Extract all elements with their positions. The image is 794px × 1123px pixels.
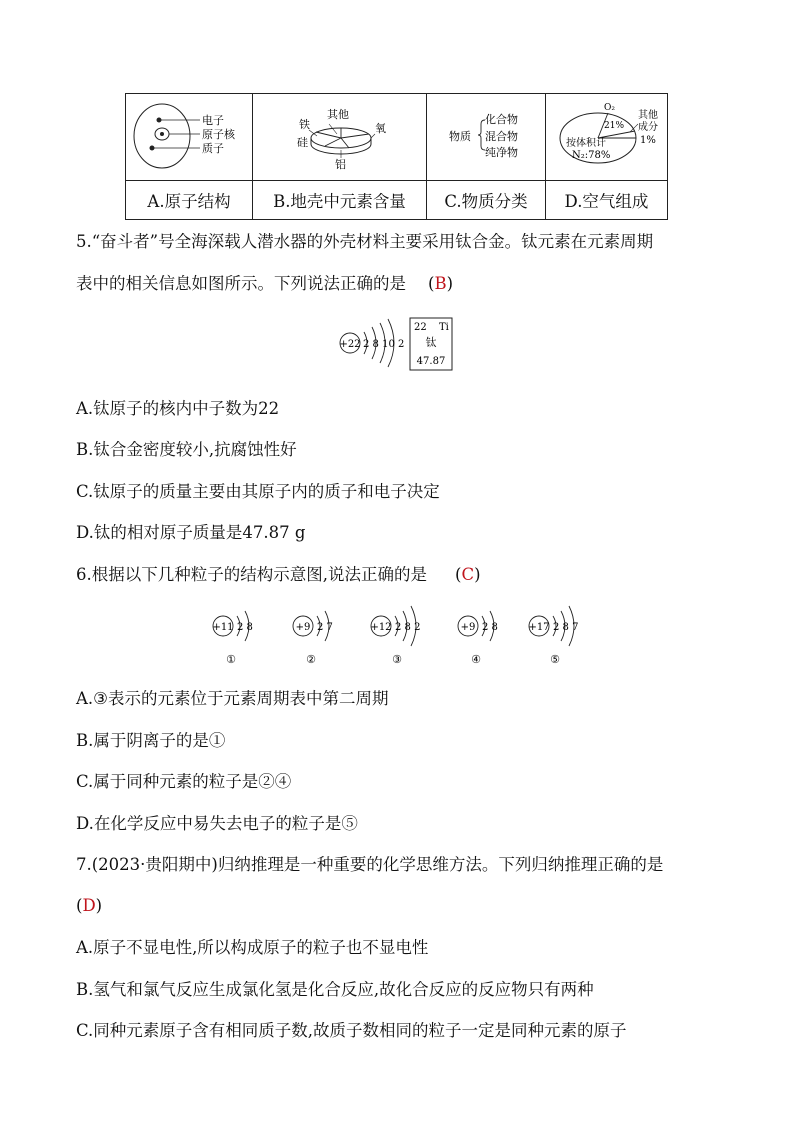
svg-text:+9: +9 [295, 622, 311, 633]
particle-1 [212, 611, 252, 666]
classification-item-pure: 纯净物 [485, 146, 518, 159]
particle-diagrams [205, 600, 595, 670]
crust-label-aluminum: 铝 [335, 158, 346, 171]
option-caption-a: A.原子结构 [126, 181, 253, 220]
q7-answer: (D) [76, 896, 103, 915]
q7-option-b: B.氢气和氯气反应生成氯化氢是化合反应,故化合反应的反应物只有两种 [76, 980, 594, 999]
q7-stem: 7.(2023·贵阳期中)归纳推理是一种重要的化学思维方法。下列归纳推理正确的是 [76, 855, 664, 874]
particle-4 [458, 611, 498, 666]
ti-name: 钛 [425, 336, 437, 349]
ti-symbol: Ti [439, 322, 449, 333]
svg-text:+12: +12 [370, 622, 392, 633]
svg-text:+9: +9 [460, 622, 476, 633]
crust-label-iron: 铁 [299, 118, 310, 131]
ti-nucleus: +22 [339, 339, 361, 350]
air-label-1: 1% [640, 135, 656, 146]
svg-text:④: ④ [471, 653, 481, 666]
svg-text:⑤: ⑤ [550, 653, 560, 666]
q6-option-c: C.属于同种元素的粒子是②④ [76, 772, 292, 791]
air-label-o2: O₂ [604, 103, 615, 113]
option-caption-c: C.物质分类 [427, 181, 546, 220]
q5-option-b: B.钛合金密度较小,抗腐蚀性好 [76, 440, 297, 459]
crust-label-oxygen: 氧 [375, 122, 386, 135]
svg-text:+17: +17 [528, 622, 550, 633]
air-composition-figure [546, 94, 668, 181]
q5-stem-text: 表中的相关信息如图所示。下列说法正确的是 [76, 274, 406, 293]
classification-figure [427, 94, 546, 181]
air-label-component: 成分 [638, 122, 658, 133]
svg-text:①: ① [226, 653, 236, 666]
svg-text:+11: +11 [212, 622, 234, 633]
atom-structure-figure [126, 94, 253, 181]
svg-text:2 8: 2 8 [482, 622, 498, 633]
ti-shells: 2 8 10 2 [363, 339, 405, 350]
q7-option-c: C.同种元素原子含有相同质子数,故质子数相同的粒子一定是同种元素的原子 [76, 1021, 627, 1040]
crust-elements-figure [253, 94, 427, 181]
option-caption-b: B.地壳中元素含量 [253, 181, 427, 220]
svg-text:②: ② [306, 653, 316, 666]
ti-mass: 47.87 [416, 356, 446, 367]
q7-option-a: A.原子不显电性,所以构成原子的粒子也不显电性 [76, 938, 429, 957]
q6-stem [76, 563, 481, 587]
air-label-by-volume: 按体积计 [566, 138, 606, 149]
svg-text:2 8: 2 8 [237, 622, 253, 633]
q6-option-b: B.属于阴离子的是① [76, 731, 226, 750]
svg-text:2 8 7: 2 8 7 [553, 622, 579, 633]
atom-label-proton: 质子 [202, 142, 224, 155]
option-caption-d: D.空气组成 [546, 181, 668, 220]
q5-option-a: A.钛原子的核内中子数为22 [76, 399, 280, 418]
air-label-21: 21% [604, 121, 625, 131]
air-label-n2: N₂:78% [572, 150, 611, 161]
svg-text:2 7: 2 7 [317, 622, 333, 633]
svg-text:2 8 2: 2 8 2 [395, 622, 421, 633]
air-label-other: 其他 [638, 110, 658, 121]
crust-label-silicon: 硅 [297, 136, 308, 149]
ti-atomic-number: 22 [414, 322, 427, 333]
q6-stem-text: 6.根据以下几种粒子的结构示意图,说法正确的是 [76, 565, 427, 584]
q6-answer: (C) [455, 565, 481, 584]
q5-stem-line1: 5.“奋斗者”号全海深载人潜水器的外壳材料主要采用钛合金。钛元素在元素周期 [76, 232, 654, 251]
q6-option-d: D.在化学反应中易失去电子的粒子是⑤ [76, 814, 358, 833]
particle-2 [293, 611, 333, 666]
q5-option-c: C.钛原子的质量主要由其原子内的质子和电子决定 [76, 482, 440, 501]
q6-option-a: A.③表示的元素位于元素周期表中第二周期 [76, 689, 389, 708]
atom-label-electron: 电子 [202, 114, 224, 127]
q5-stem-line2 [76, 272, 453, 296]
atom-label-nucleus: 原子核 [202, 128, 235, 141]
particle-5 [528, 606, 578, 666]
classification-item-mixture: 混合物 [485, 130, 518, 143]
particle-3 [370, 606, 420, 666]
q5-option-d: D.钛的相对原子质量是47.87 g [76, 523, 306, 542]
crust-label-other: 其他 [327, 108, 349, 121]
classification-item-compound: 化合物 [485, 113, 518, 126]
classification-root: 物质 [449, 130, 471, 143]
figure-options-table [125, 93, 668, 220]
svg-text:③: ③ [392, 653, 402, 666]
titanium-info-figure [336, 314, 466, 372]
q5-answer: (B) [428, 274, 454, 293]
